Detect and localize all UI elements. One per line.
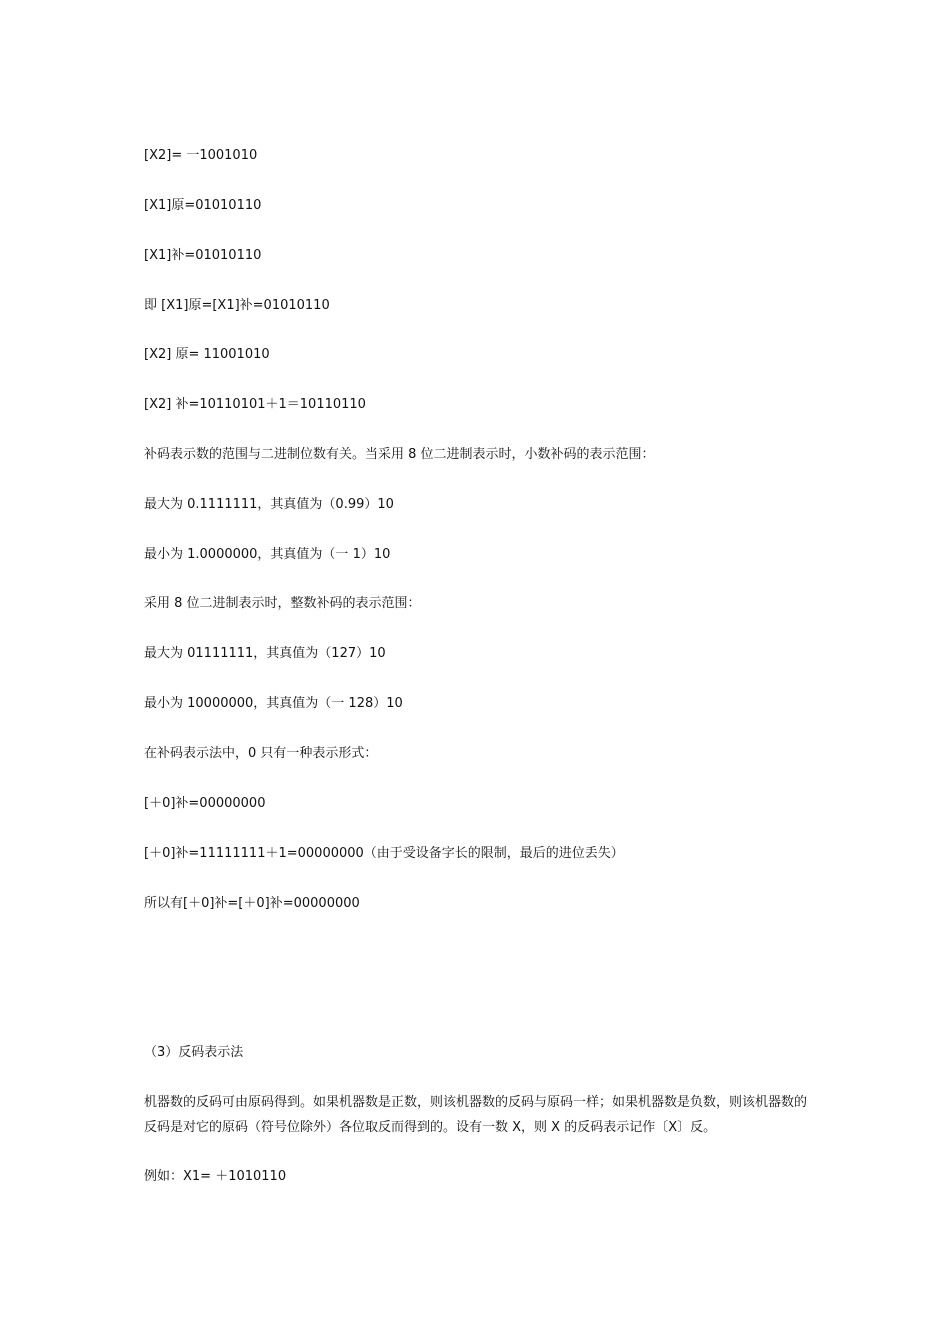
section-heading: （3）反码表示法 — [144, 1045, 244, 1060]
text-line: 最大为 0.1111111，其真值为（0.99）10 — [144, 497, 394, 512]
section-paragraph: 机器数的反码可由原码得到。如果机器数是正数，则该机器数的反码与原码一样；如果机器数是负数，则该机器数的反码是对它的原码（符号位除外）各位取反而得到的。设有一数 X，则 X 的反码表示记作〔X〕反。 — [144, 1095, 808, 1135]
text-line: 所以有[＋0]补=[＋0]补=00000000 — [144, 896, 360, 911]
text-line: 即 [X1]原=[X1]补=01010110 — [144, 298, 330, 313]
text-line: 最小为 1.0000000，其真值为（一 1）10 — [144, 547, 391, 562]
text-line: [＋0]补=11111111＋1=00000000（由于受设备字长的限制，最后的进位丢失） — [144, 846, 624, 861]
example-line: 例如：X1= ＋1010110 — [144, 1169, 287, 1184]
text-line: 最小为 10000000，其真值为（一 128）10 — [144, 696, 403, 711]
text-line: [X1]补=01010110 — [144, 248, 262, 263]
text-line: [＋0]补=00000000 — [144, 796, 266, 811]
text-line: [X1]原=01010110 — [144, 198, 262, 213]
text-line: [X2] 原= 11001010 — [144, 347, 270, 362]
text-line: 最大为 01111111，其真值为（127）10 — [144, 646, 386, 661]
text-line: [X2] 补=10110101＋1＝10110110 — [144, 397, 366, 412]
text-line: [X2]= 一1001010 — [144, 148, 258, 163]
text-line: 补码表示数的范围与二进制位数有关。当采用 8 位二进制表示时，小数补码的表示范围： — [144, 447, 655, 462]
text-line: 采用 8 位二进制表示时，整数补码的表示范围： — [144, 596, 421, 611]
text-line: 在补码表示法中，0 只有一种表示形式： — [144, 746, 378, 761]
